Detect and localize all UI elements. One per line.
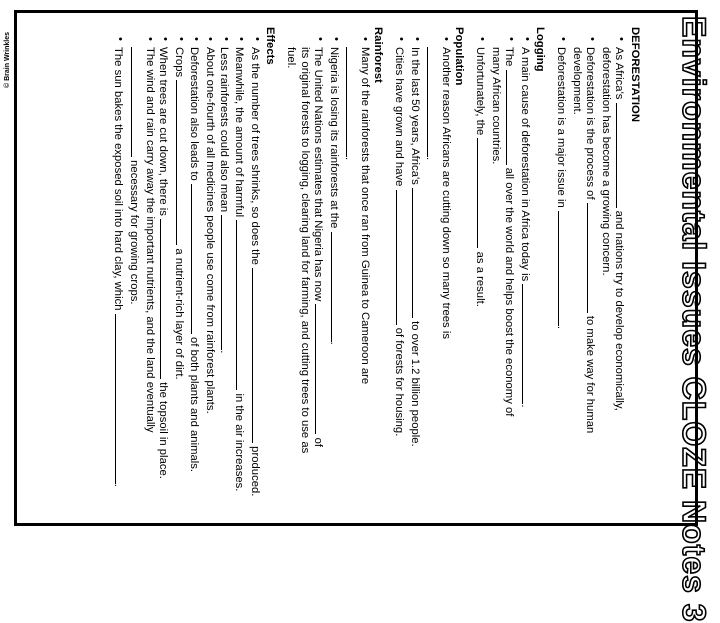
list-item <box>202 37 216 517</box>
text: to make way for human <box>584 315 597 434</box>
list-item <box>283 37 326 517</box>
text: Nigeria is losing its rainforests at the <box>327 47 340 229</box>
fill-in-blank[interactable] <box>176 80 187 245</box>
text: Many of the rainforests that once ran from Guinea to Cameroon are <box>358 47 371 385</box>
fill-in-blank[interactable] <box>331 232 342 342</box>
text: The wind and rain carry away the important nutrients, and the land eventually <box>143 47 156 433</box>
text: Deforestation is a major issue in <box>555 47 568 208</box>
text: and nations try to develop economically, <box>613 210 626 411</box>
list-item <box>569 37 598 517</box>
text: When trees are cut down, there is <box>157 47 170 216</box>
fill-in-blank[interactable] <box>221 215 232 350</box>
text: development. <box>570 47 583 115</box>
fill-in-blank[interactable] <box>131 47 142 157</box>
fill-in-blank[interactable] <box>558 211 569 326</box>
fill-in-blank[interactable] <box>396 190 407 325</box>
text: A main cause of deforestation in Africa today is <box>518 47 531 282</box>
text: deforestation has become a growing concern. <box>599 47 612 276</box>
effects-list <box>111 27 263 517</box>
list-item <box>488 37 517 517</box>
deforestation-list <box>553 27 627 517</box>
fill-in-blank[interactable] <box>315 304 326 434</box>
population-list <box>392 27 452 517</box>
text: as a result. <box>474 251 487 307</box>
section-heading-rainforest: Rainforest <box>372 27 385 83</box>
list-item <box>517 37 533 517</box>
fill-in-blank[interactable] <box>346 47 357 157</box>
list-item <box>423 37 452 517</box>
list-item <box>472 37 488 517</box>
text: About one-fourth of all medicines people use come from rainforest plants. <box>203 47 216 414</box>
text: As Africa's <box>613 47 626 100</box>
text: produced. <box>248 446 261 497</box>
notes-frame <box>14 10 698 526</box>
text: The United Nations estimates that Nigeria has now <box>312 47 325 302</box>
section-heading-population: Population <box>453 27 466 86</box>
list-item <box>553 37 569 517</box>
text: many African countries. <box>489 47 502 165</box>
notes-content <box>111 27 641 517</box>
rainforest-list <box>283 27 371 517</box>
section-heading-effects: Effects <box>264 27 277 65</box>
text: Unfortunately, the <box>474 47 487 136</box>
text: . <box>518 404 531 408</box>
fill-in-blank[interactable] <box>412 188 423 318</box>
fill-in-blank[interactable] <box>616 103 627 208</box>
list-item <box>156 37 172 517</box>
text: The <box>503 47 516 67</box>
text: Less rainforests could also mean <box>217 47 230 213</box>
list-item <box>232 37 248 517</box>
fill-in-blank[interactable] <box>236 220 247 390</box>
text: . <box>217 350 230 354</box>
list-item <box>392 37 408 517</box>
text: . <box>343 157 356 161</box>
list-item <box>111 37 127 517</box>
list-item <box>326 37 342 517</box>
list-item <box>171 37 187 517</box>
text: of forests for housing. <box>393 327 406 437</box>
text: all over the world and helps boost the economy of <box>503 167 516 417</box>
copyright-credit: © Brain Wrinkles <box>4 32 11 88</box>
section-heading-logging: Logging <box>534 27 547 72</box>
section-heading-deforestation: DEFORESTATION <box>629 27 641 122</box>
fill-in-blank[interactable] <box>506 70 517 165</box>
text: Deforestation is the process of <box>584 47 597 200</box>
text: . <box>424 157 437 161</box>
text: Cities have grown and have <box>393 47 406 187</box>
text: Deforestation also leads to <box>188 47 201 181</box>
text: . <box>112 483 125 487</box>
text: The sun bakes the exposed soil into hard clay, which <box>112 47 125 311</box>
text: In the last 50 years, Africa's <box>408 47 421 185</box>
text: its original forests to logging, clearing land for farming, and cutting trees to use as <box>298 47 311 454</box>
text: Crops <box>172 47 185 78</box>
fill-in-blank[interactable] <box>522 284 533 404</box>
fill-in-blank[interactable] <box>160 219 171 379</box>
text: Another reason Africans are cutting down so many trees is <box>439 47 452 339</box>
list-item <box>247 37 263 517</box>
text: fuel. <box>284 47 297 69</box>
fill-in-blank[interactable] <box>427 47 438 157</box>
text: . <box>555 325 568 330</box>
text: to over 1.2 billion people. <box>408 321 421 447</box>
list-item <box>126 37 155 517</box>
page-title: Environmental Issues CLOZE Notes 3 <box>676 16 712 623</box>
fill-in-blank[interactable] <box>115 314 126 484</box>
list-item <box>407 37 423 517</box>
list-item <box>216 37 232 517</box>
list-item <box>187 37 203 517</box>
fill-in-blank[interactable] <box>191 184 202 334</box>
text: of <box>312 437 325 448</box>
text: of both plants and animals. <box>188 337 201 473</box>
list-item <box>598 37 627 517</box>
text: a nutrient-rich layer of dirt. <box>172 248 185 380</box>
list-item <box>342 37 371 517</box>
fill-in-blank[interactable] <box>252 268 263 443</box>
text: the topsoil in place. <box>157 382 170 479</box>
logging-list <box>472 27 532 517</box>
text: . <box>327 341 340 345</box>
fill-in-blank[interactable] <box>587 203 598 313</box>
text: Meanwhile, the amount of harmful <box>233 47 246 218</box>
text: in the air increases. <box>233 393 246 492</box>
fill-in-blank[interactable] <box>477 138 488 248</box>
text: necessary for growing crops. <box>128 160 140 305</box>
text: As the number of trees shrinks, so does the <box>248 47 261 265</box>
